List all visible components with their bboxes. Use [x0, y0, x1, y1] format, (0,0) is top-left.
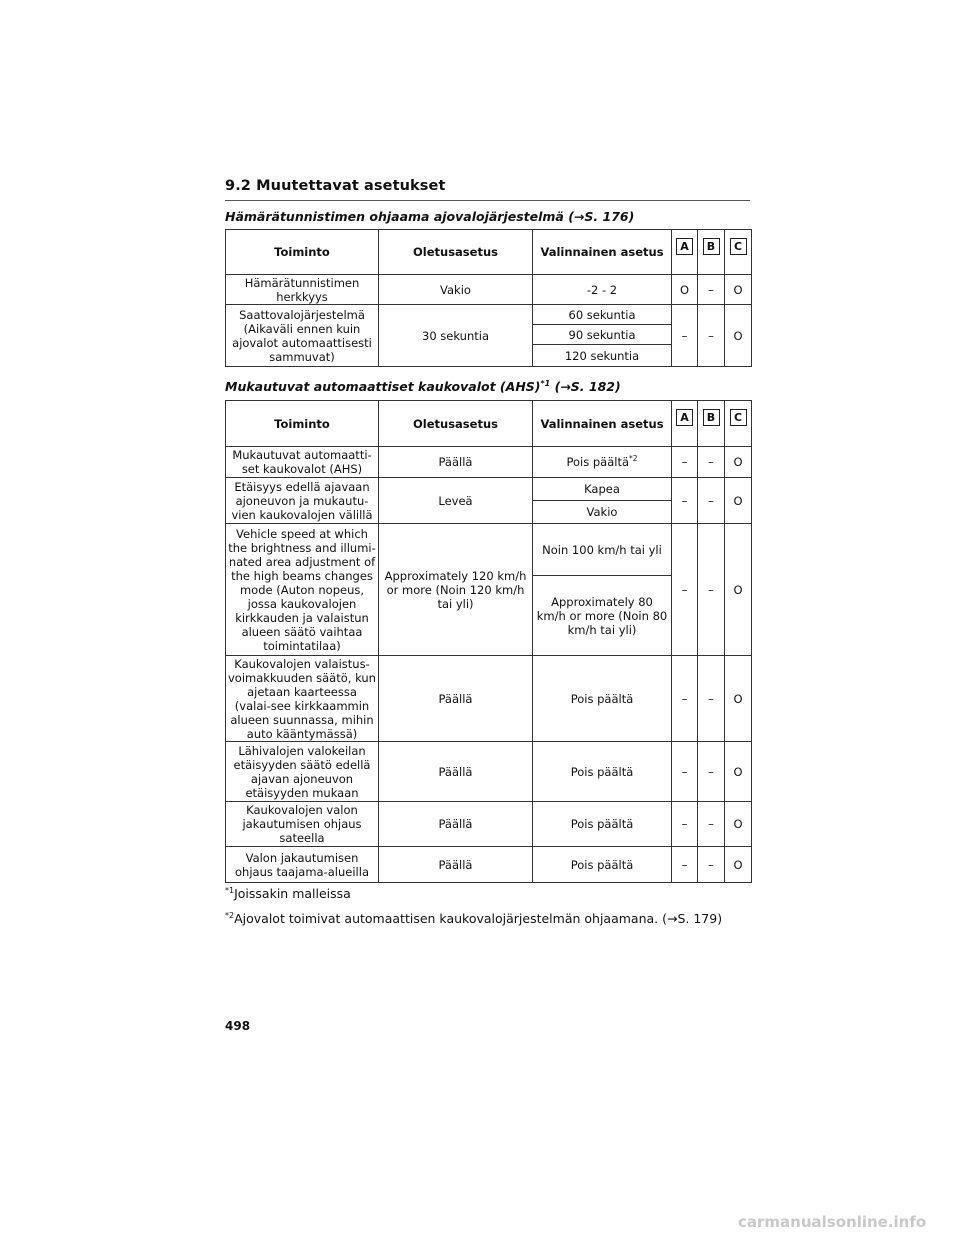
footnote-2: $^{*2}$Ajovalot toimivat automaattisen kaukovalojärjestelmän ohjaamana. (→S. 179): [225, 911, 723, 927]
cell-function: Lähivalojen valokeilan etäisyyden säätö edellä ajavan ajoneuvon etäisyyden mukaan: [226, 742, 379, 802]
header-c: C: [725, 401, 752, 447]
cell-default: 30 sekuntia: [379, 305, 533, 367]
cell-optional: Vakio: [533, 501, 672, 524]
cell-optional: Noin 100 km/h tai yli: [533, 524, 672, 576]
header-default: Oletusasetus: [379, 401, 533, 447]
page-number: 498: [225, 1019, 251, 1033]
cell-a: –: [672, 847, 698, 883]
table2-title: Mukautuvat automaattiset kaukovalot (AHS)$^{*1}$ (→S. 182): [225, 379, 621, 395]
cell-optional: Pois päältä: [533, 656, 672, 742]
cell-c: O: [725, 742, 752, 802]
cell-a: –: [672, 524, 698, 656]
cell-c: O: [725, 847, 752, 883]
cell-default: Päällä: [379, 847, 533, 883]
header-a: A: [672, 401, 698, 447]
header-b: B: [698, 401, 725, 447]
cell-default: Approximately 120 km/h or more (Noin 120 km/h tai yli): [379, 524, 533, 656]
header-optional: Valinnainen asetus: [533, 401, 672, 447]
table2-header-row: [226, 401, 752, 447]
cell-c: O: [725, 275, 752, 305]
cell-default: Vakio: [379, 275, 533, 305]
table-row: [226, 656, 752, 742]
cell-c: O: [725, 305, 752, 367]
cell-function: Valon jakautumisen ohjaus taajama-alueilla: [226, 847, 379, 883]
table1: [225, 229, 752, 367]
cell-optional: -2 - 2: [533, 275, 672, 305]
footnote-1: $^{*1}$Joissakin malleissa: [225, 886, 351, 902]
table1-title: Hämärätunnistimen ohjaama ajovalojärjestelmä (→S. 176): [225, 209, 635, 224]
cell-optional: 60 sekuntia: [533, 305, 672, 325]
cell-b: –: [698, 656, 725, 742]
cell-b: –: [698, 847, 725, 883]
cell-a: –: [672, 478, 698, 524]
header-b: B: [698, 230, 725, 275]
table2: [225, 400, 752, 883]
cell-c: O: [725, 524, 752, 656]
table-row: [226, 275, 752, 305]
table-row: [226, 478, 752, 501]
cell-default: Leveä: [379, 478, 533, 524]
watermark: carmanualsonline.info: [738, 1213, 927, 1231]
cell-b: –: [698, 275, 725, 305]
cell-function: Mukautuvat automaatti-set kaukovalot (AHS): [226, 447, 379, 478]
cell-b: –: [698, 478, 725, 524]
cell-c: O: [725, 802, 752, 847]
cell-default: Päällä: [379, 656, 533, 742]
cell-a: –: [672, 742, 698, 802]
cell-default: Päällä: [379, 802, 533, 847]
table-row: [226, 524, 752, 576]
cell-a: –: [672, 802, 698, 847]
cell-optional: Approximately 80 km/h or more (Noin 80 km/h tai yli): [533, 576, 672, 656]
cell-a: O: [672, 275, 698, 305]
table1-header-row: [226, 230, 752, 275]
cell-function: Vehicle speed at which the brightness and illumi-nated area adjustment of the high beams changes mode (Auton nopeus, jossa kaukovalojen kirkkauden ja valaistun alueen säätö vaihtaa toimintatilaa): [226, 524, 379, 656]
cell-function: Saattovalojärjestelmä (Aikaväli ennen kuin ajovalot automaattisesti sammuvat): [226, 305, 379, 367]
header-function: Toiminto: [226, 230, 379, 275]
header-a: A: [672, 230, 698, 275]
cell-optional: 120 sekuntia: [533, 345, 672, 367]
cell-optional: Pois päältä: [533, 802, 672, 847]
cell-optional: Pois päältä: [533, 847, 672, 883]
section-title: 9.2 Muutettavat asetukset: [225, 178, 750, 201]
cell-function: Hämärätunnistimen herkkyys: [226, 275, 379, 305]
header-optional: Valinnainen asetus: [533, 230, 672, 275]
cell-a: –: [672, 305, 698, 367]
header-function: Toiminto: [226, 401, 379, 447]
cell-b: –: [698, 524, 725, 656]
cell-c: O: [725, 447, 752, 478]
header-c: C: [725, 230, 752, 275]
cell-default: Päällä: [379, 447, 533, 478]
cell-c: O: [725, 478, 752, 524]
cell-default: Päällä: [379, 742, 533, 802]
cell-b: –: [698, 447, 725, 478]
cell-optional: 90 sekuntia: [533, 325, 672, 345]
cell-b: –: [698, 742, 725, 802]
table-row: [226, 447, 752, 478]
table-row: [226, 847, 752, 883]
cell-c: O: [725, 656, 752, 742]
table-row: [226, 802, 752, 847]
cell-optional: Kapea: [533, 478, 672, 501]
cell-function: Etäisyys edellä ajavaan ajoneuvon ja mukautu-vien kaukovalojen välillä: [226, 478, 379, 524]
cell-a: –: [672, 656, 698, 742]
table-row: [226, 305, 752, 325]
cell-optional: Pois päältä: [533, 742, 672, 802]
table-row: [226, 742, 752, 802]
cell-b: –: [698, 305, 725, 367]
cell-a: –: [672, 447, 698, 478]
cell-function: Kaukovalojen valaistus-voimakkuuden säätö, kun ajetaan kaarteessa (valai-see kirkkaammin alueen suunnassa, mihin auto kääntymässä): [226, 656, 379, 742]
cell-b: –: [698, 802, 725, 847]
cell-optional: Pois päältä$^{*2}$: [533, 447, 672, 478]
header-default: Oletusasetus: [379, 230, 533, 275]
cell-function: Kaukovalojen valon jakautumisen ohjaus sateella: [226, 802, 379, 847]
